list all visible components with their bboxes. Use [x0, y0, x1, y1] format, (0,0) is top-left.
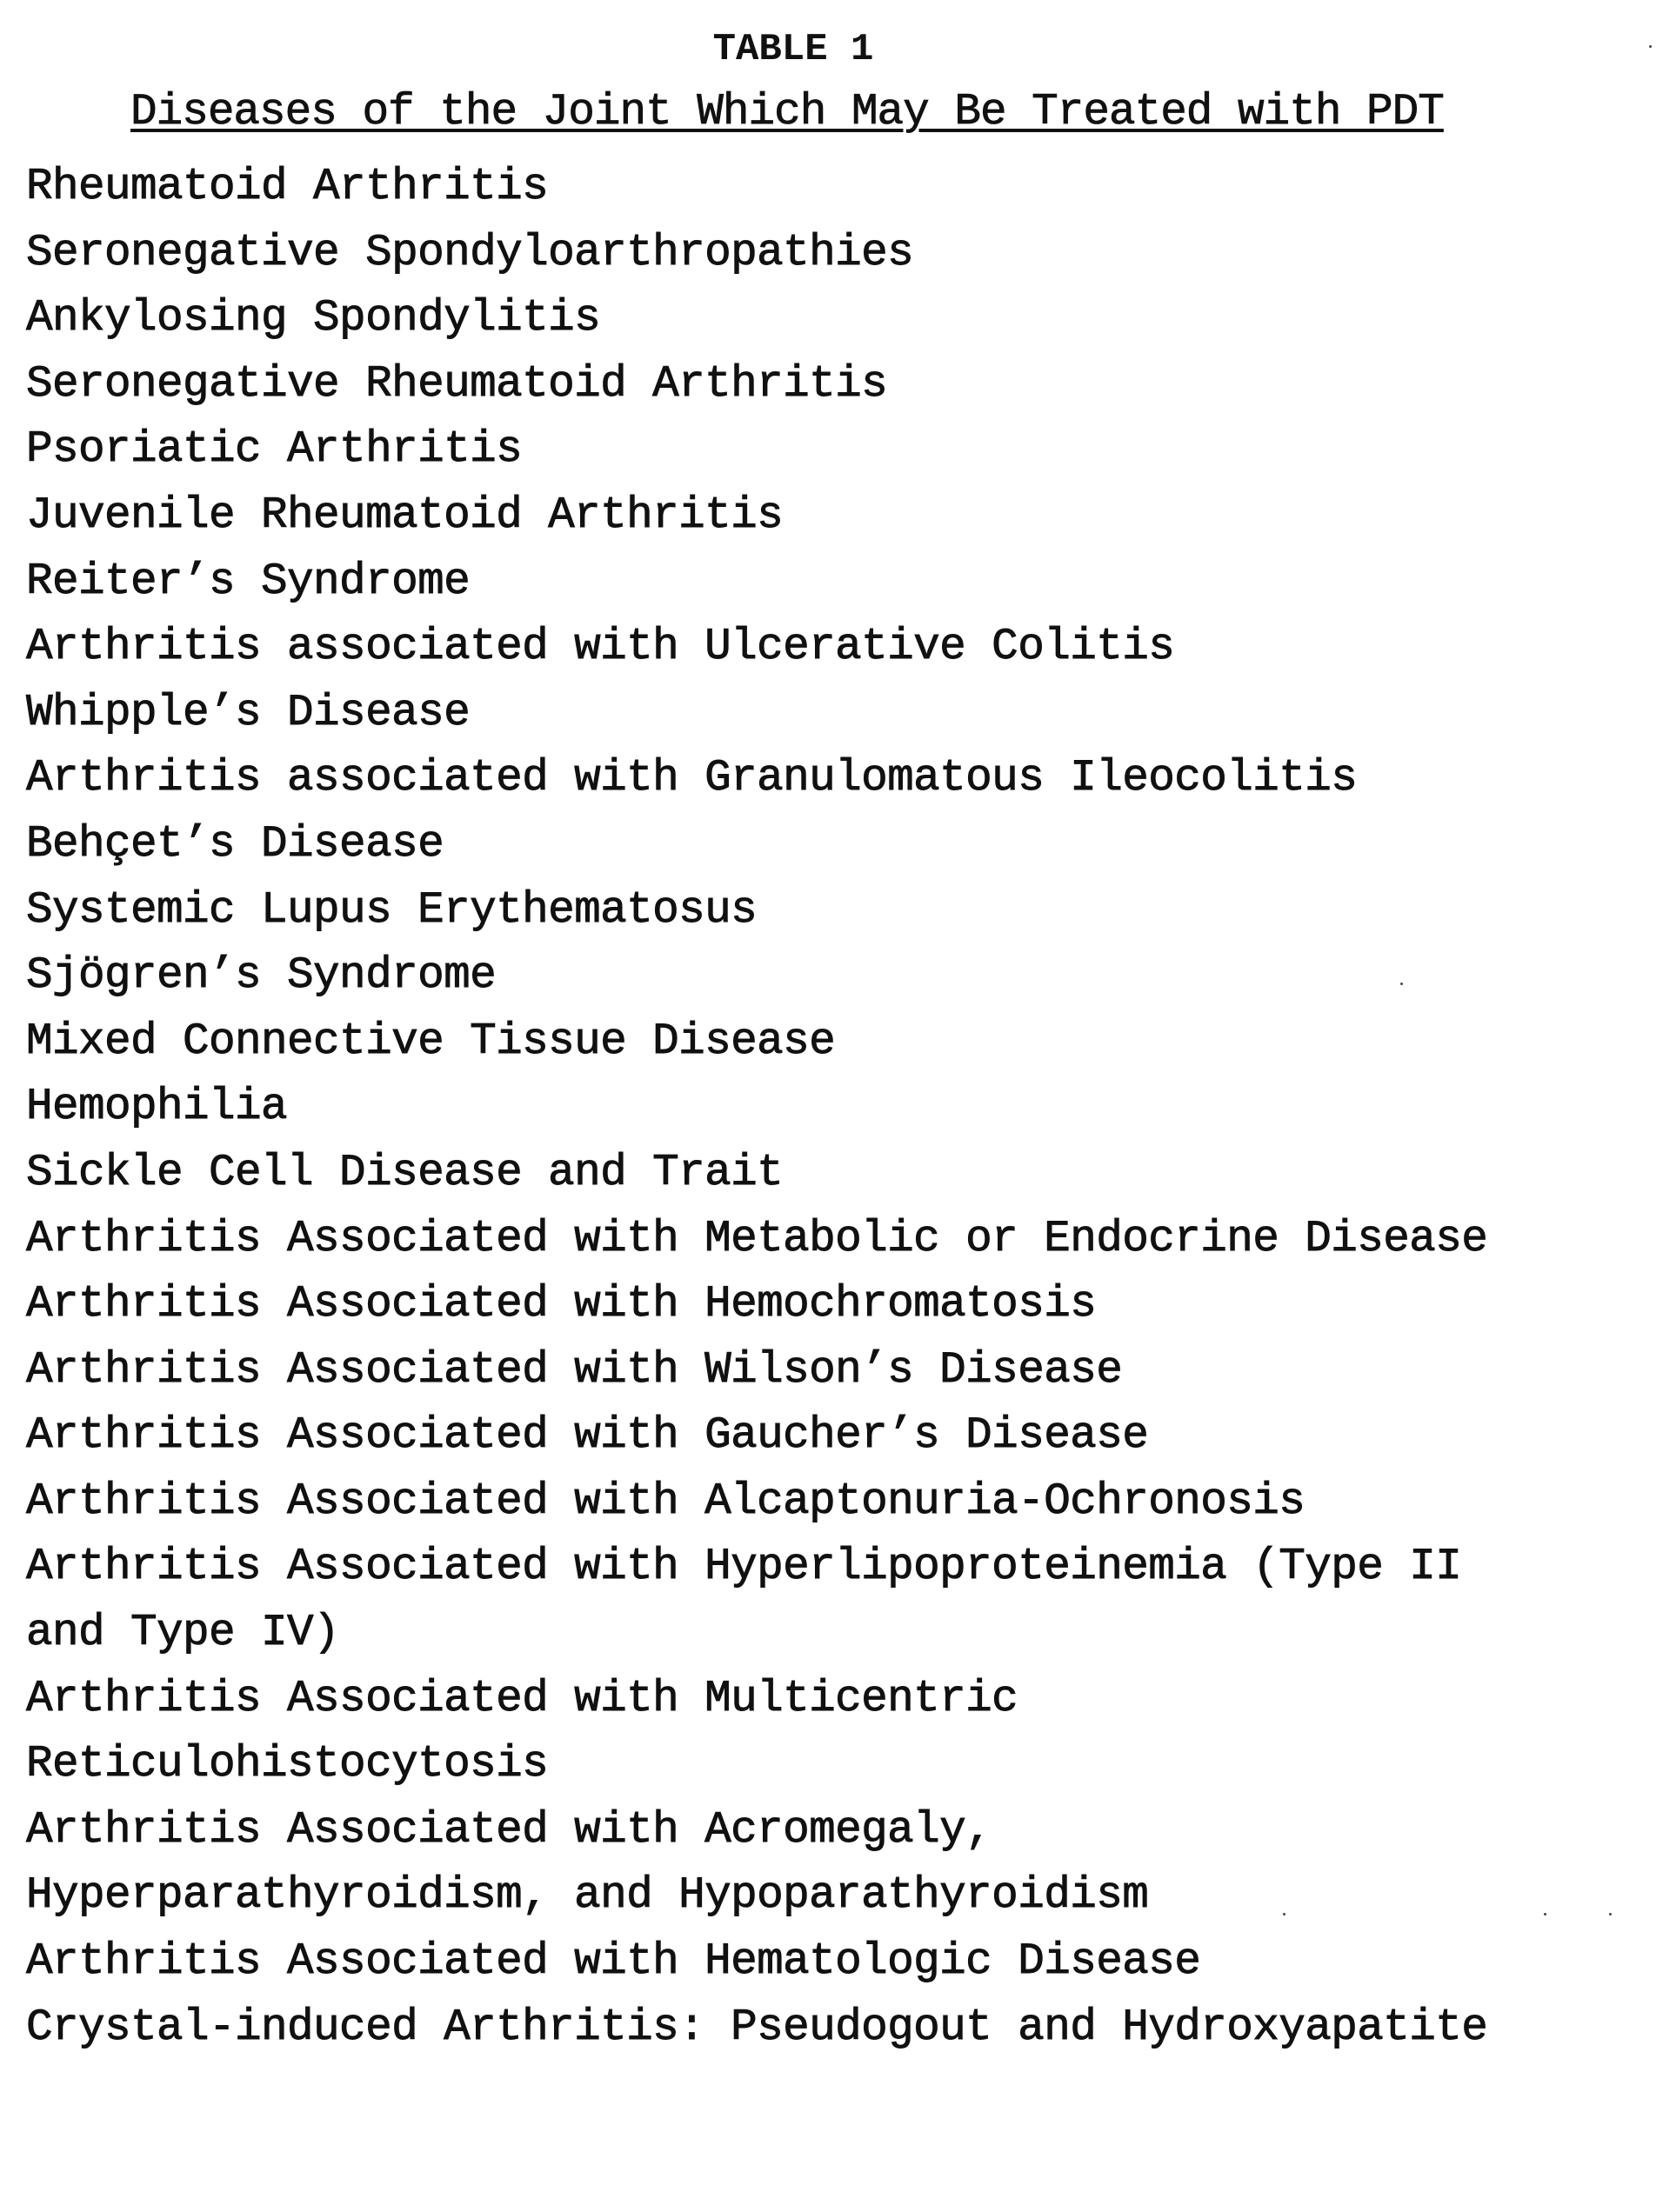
list-item: Arthritis Associated with Hematologic Disease: [26, 1929, 1487, 1995]
list-item: Arthritis Associated with Acromegaly,: [26, 1798, 1487, 1864]
list-item: Behçet’s Disease: [26, 812, 1487, 878]
scan-speck: [1283, 1913, 1285, 1916]
list-item: Arthritis Associated with Metabolic or Endocrine Disease: [26, 1207, 1487, 1273]
list-item: Sjögren’s Syndrome: [26, 943, 1487, 1009]
disease-list: [26, 155, 1487, 2061]
list-item: Sickle Cell Disease and Trait: [26, 1141, 1487, 1207]
list-item: Arthritis associated with Ulcerative Colitis: [26, 615, 1487, 681]
scan-speck: [1400, 983, 1403, 985]
list-item-continuation: and Type IV): [26, 1601, 1487, 1667]
list-item: Arthritis Associated with Multicentric: [26, 1667, 1487, 1733]
list-item: Crystal-induced Arthritis: Pseudogout and Hydroxyapatite: [26, 1995, 1487, 2062]
list-item: Arthritis Associated with Gaucher’s Disease: [26, 1403, 1487, 1469]
list-item: Systemic Lupus Erythematosus: [26, 878, 1487, 944]
table-title: Diseases of the Joint Which May Be Treated with PDT: [130, 87, 1444, 139]
list-item: Arthritis Associated with Hyperlipoproteinemia (Type II: [26, 1535, 1487, 1601]
list-item-continuation: Hyperparathyroidism, and Hypoparathyroidism: [26, 1863, 1487, 1929]
list-item: Psoriatic Arthritis: [26, 417, 1487, 483]
list-item: Arthritis associated with Granulomatous Ileocolitis: [26, 746, 1487, 812]
list-item: Hemophilia: [26, 1075, 1487, 1141]
list-item: Mixed Connective Tissue Disease: [26, 1009, 1487, 1076]
document-page: [0, 0, 1656, 2212]
list-item: Reiter’s Syndrome: [26, 550, 1487, 616]
scan-speck: [1609, 1913, 1612, 1916]
scan-speck: [1649, 45, 1652, 48]
list-item: Seronegative Spondyloarthropathies: [26, 221, 1487, 287]
list-item: Seronegative Rheumatoid Arthritis: [26, 352, 1487, 418]
table-label: TABLE 1: [0, 26, 1621, 73]
list-item: Arthritis Associated with Hemochromatosis: [26, 1272, 1487, 1338]
list-item: Whipple’s Disease: [26, 681, 1487, 747]
list-item: Arthritis Associated with Alcaptonuria-Ochronosis: [26, 1469, 1487, 1536]
list-item-continuation: Reticulohistocytosis: [26, 1732, 1487, 1798]
list-item: Juvenile Rheumatoid Arthritis: [26, 483, 1487, 550]
list-item: Rheumatoid Arthritis: [26, 155, 1487, 221]
list-item: Ankylosing Spondylitis: [26, 286, 1487, 352]
list-item: Arthritis Associated with Wilson’s Disease: [26, 1338, 1487, 1404]
scan-speck: [1544, 1913, 1546, 1916]
